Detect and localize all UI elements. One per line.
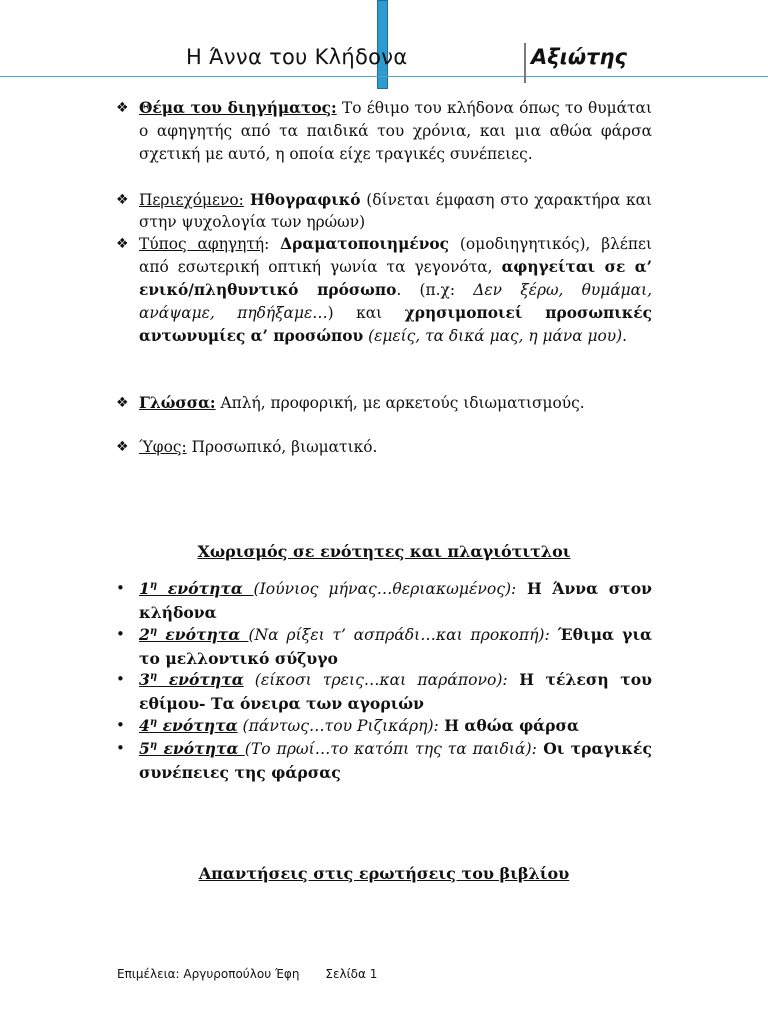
header-rule: [0, 76, 768, 77]
item-text: Προσωπικό, βιωματικό.: [186, 438, 378, 456]
answers-section-title: Απαντήσεις στις ερωτήσεις του βιβλίου: [198, 864, 570, 883]
item-label: Τύπος αφηγητή: [139, 235, 265, 253]
bullet-dot-icon: •: [116, 739, 125, 757]
checkmark-bullet-icon: ❖: [116, 236, 129, 252]
item-content: [139, 189, 652, 233]
bullet-dot-icon: •: [116, 670, 125, 688]
checkmark-bullet-icon: ❖: [116, 395, 129, 411]
header-separator: [524, 43, 526, 83]
unit-item: $3^\eta$ ενότητα (είκοσι τρεις…και παράπονο): Η τέλεση του εθίμου- Τα όνειρα των αγοριών: [139, 670, 653, 713]
bullet-dot-icon: •: [116, 625, 125, 643]
document-title: Η Άννα του Κλήδονα: [186, 45, 408, 69]
item-label: Θέμα του διηγήματος:: [139, 99, 337, 117]
item-language: [139, 392, 652, 415]
units-section-title: Χωρισμός σε ενότητες και πλαγιότιτλοι: [197, 542, 571, 561]
item-label: Γλώσσα:: [139, 394, 216, 412]
unit-item: $4^\eta$ ενότητα (πάντως…του Ριζικάρη): Η αθώα φάρσα: [139, 716, 580, 735]
item-text: Το έθιμο του κλήδονα όπως το θυμάται ο αφηγητής από τα παιδικά του χρόνια, και μια αθώα φάρσα σχετική με αυτό, η οποία είχε τραγικές συνέπειες.: [139, 99, 652, 163]
item-style: [139, 436, 652, 459]
item-theme: [139, 97, 652, 166]
item-narrator: Τύπος αφηγητή: Δραματοποιημένος (ομοδιηγητικός), βλέπει από εσωτερική οπτική γωνία τα γεγονότα, αφηγείται σε α’ ενικό/πληθυντικό πρόσωπο. (π.χ: Δεν ξέρω, θυμάμαι, ανάψαμε, πηδήξαμε…) και χρησιμοποιεί προσωπικές αντωνυμίες α’ προσώπου (εμείς, τα δικά μας, η μάνα μου).: [139, 235, 653, 345]
checkmark-bullet-icon: ❖: [116, 192, 129, 208]
bullet-dot-icon: •: [116, 716, 125, 734]
item-label: Ύφος:: [139, 438, 187, 456]
page-footer: [117, 967, 377, 981]
item-text: (δίνεται έμφαση στο χαρακτήρα και στην ψυχολογία των ηρώων): [139, 191, 653, 231]
footer-page-number: Σελίδα 1: [325, 967, 378, 981]
bullet-dot-icon: •: [116, 579, 125, 597]
footer-editor: Επιμέλεια: Αργυροπούλου Έφη: [117, 967, 300, 981]
author-name: Αξιώτης: [531, 45, 627, 69]
item-value: Δραματοποιημένος: [280, 235, 450, 253]
unit-item: $2^\eta$ ενότητα (Να ρίξει τ’ ασπράδι…και προκοπή): Έθιμα για το μελλοντικό σύζυγο: [139, 625, 652, 668]
checkmark-bullet-icon: ❖: [116, 439, 129, 455]
unit-item: $5^\eta$ ενότητα (Το πρωί…το κατόπι της τα παιδιά): Οι τραγικές συνέπειες της φάρσας: [139, 739, 652, 782]
checkmark-bullet-icon: ❖: [116, 100, 129, 116]
unit-item: $1^\eta$ ενότητα (Ιούνιος μήνας…θεριακωμένος): Η Άννα στον κλήδονα: [139, 579, 652, 622]
item-label: Περιεχόμενο:: [139, 191, 244, 209]
item-value: Ηθογραφικό: [243, 191, 361, 209]
item-text: Απλή, προφορική, με αρκετούς ιδιωματισμούς.: [215, 394, 585, 412]
